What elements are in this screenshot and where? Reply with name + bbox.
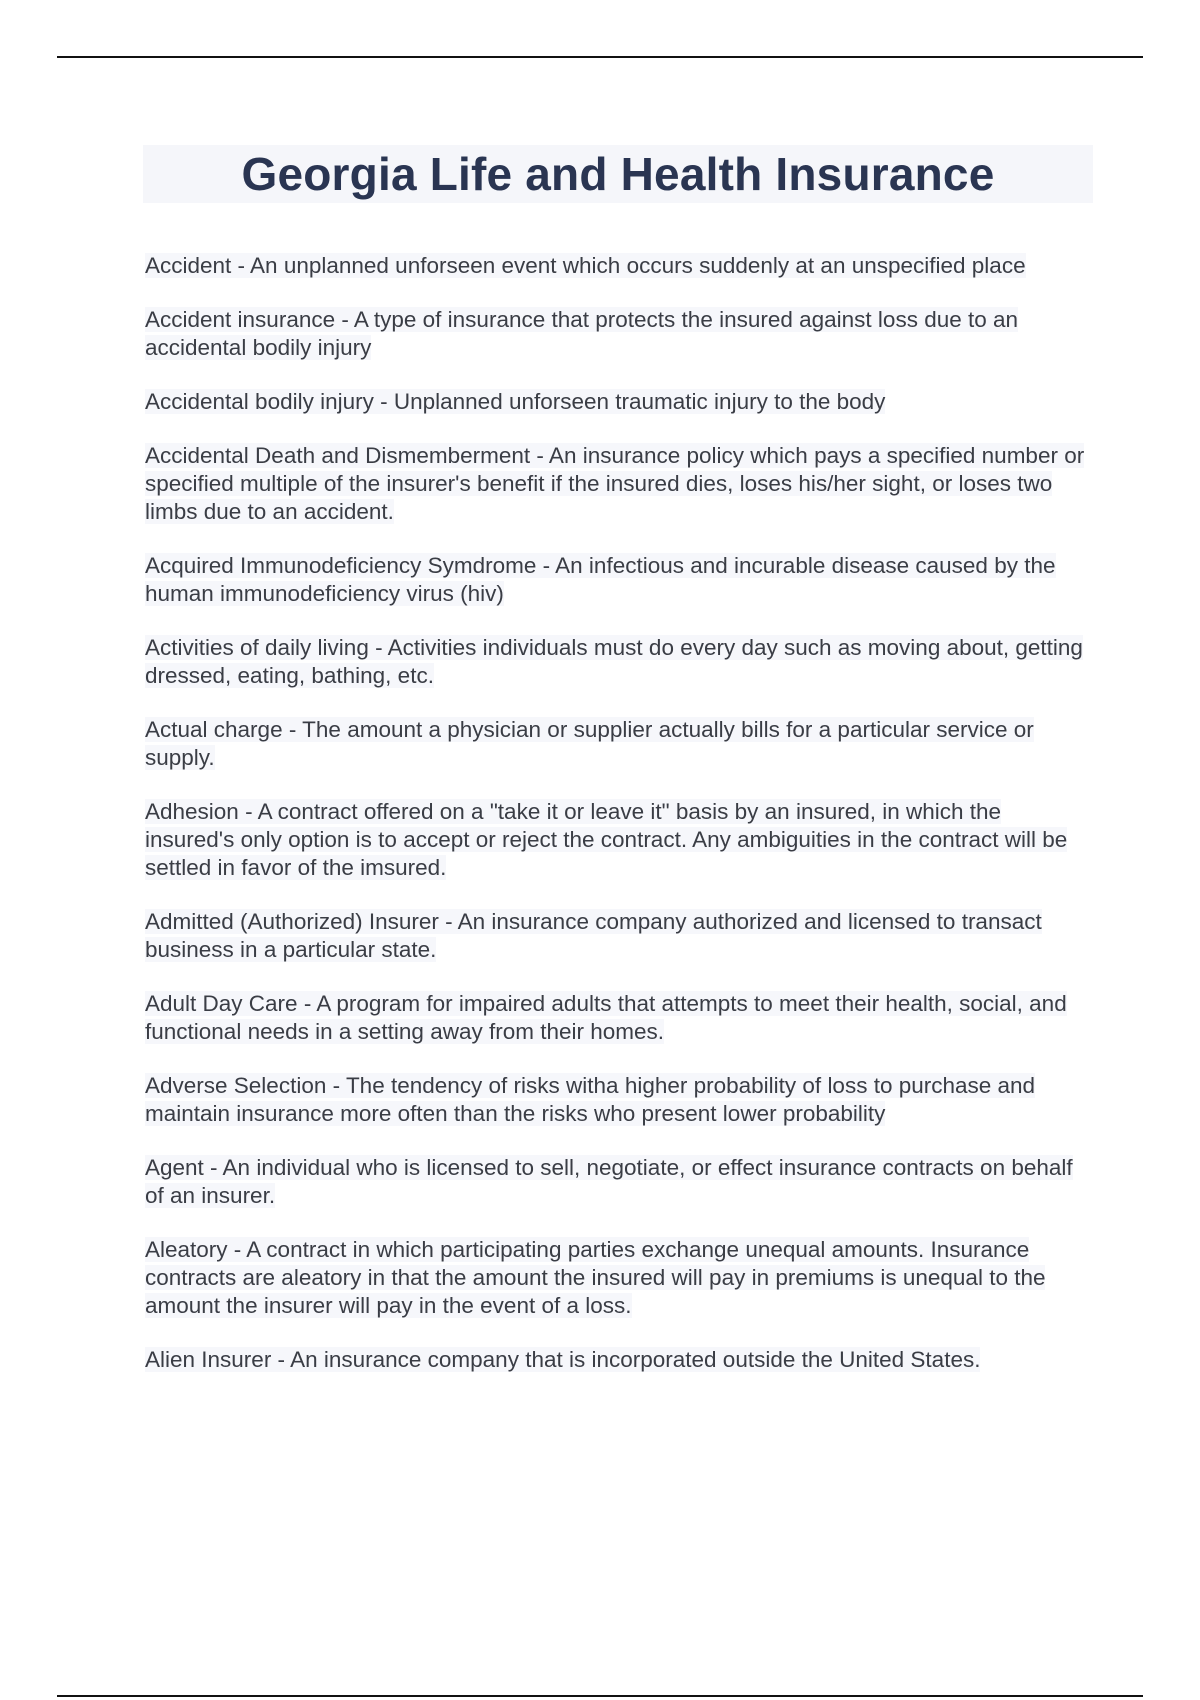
glossary-entry-text: Adhesion - A contract offered on a "take it or leave it" basis by an insured, in which the insured's only option is to accept or reject the contract. Any ambiguities in the contract will be settled in favor of the imsured. [145, 799, 1068, 880]
glossary-entry-text: Accidental Death and Dismemberment - An insurance policy which pays a specified number or specified multiple of the insurer's benefit if the insured dies, loses his/her sight, or loses two limbs due to an accident. [145, 443, 1085, 524]
header-rule [57, 56, 1143, 58]
glossary-entry-text: Accidental bodily injury - Unplanned unforseen traumatic injury to the body [145, 389, 886, 414]
glossary-entry [145, 1346, 1090, 1374]
glossary-entry-text: Admitted (Authorized) Insurer - An insurance company authorized and licensed to transact business in a particular state. [145, 909, 1042, 962]
glossary-entry [145, 1236, 1090, 1320]
glossary-entry-text: Adult Day Care - A program for impaired adults that attempts to meet their health, social, and functional needs in a setting away from their homes. [145, 991, 1067, 1044]
glossary-list [145, 252, 1090, 1400]
glossary-entry [145, 306, 1090, 362]
glossary-entry-text: Acquired Immunodeficiency Symdrome - An infectious and incurable disease caused by the human immunodeficiency virus (hiv) [145, 553, 1056, 606]
footer-rule [57, 1695, 1143, 1697]
glossary-entry [145, 634, 1090, 690]
glossary-entry [145, 908, 1090, 964]
glossary-entry [145, 990, 1090, 1046]
glossary-entry [145, 1154, 1090, 1210]
glossary-entry-text: Aleatory - A contract in which participating parties exchange unequal amounts. Insurance contracts are aleatory in that the amount the insured will pay in premiums is unequal to the amount the insurer will pay in the event of a loss. [145, 1237, 1046, 1318]
glossary-entry [145, 1072, 1090, 1128]
glossary-entry [145, 798, 1090, 882]
page-title: Georgia Life and Health Insurance [241, 148, 995, 200]
glossary-entry [145, 442, 1090, 526]
title-banner [143, 145, 1093, 203]
glossary-entry-text: Agent - An individual who is licensed to sell, negotiate, or effect insurance contracts on behalf of an insurer. [145, 1155, 1073, 1208]
glossary-entry-text: Accident insurance - A type of insurance that protects the insured against loss due to an accidental bodily injury [145, 307, 1019, 360]
glossary-entry-text: Accident - An unplanned unforseen event which occurs suddenly at an unspecified place [145, 253, 1026, 278]
glossary-entry [145, 252, 1090, 280]
glossary-entry-text: Adverse Selection - The tendency of risks witha higher probability of loss to purchase and maintain insurance more often than the risks who present lower probability [145, 1073, 1036, 1126]
glossary-entry [145, 552, 1090, 608]
glossary-entry [145, 388, 1090, 416]
glossary-entry-text: Actual charge - The amount a physician or supplier actually bills for a particular service or supply. [145, 717, 1034, 770]
glossary-entry [145, 716, 1090, 772]
glossary-entry-text: Activities of daily living - Activities individuals must do every day such as moving about, getting dressed, eating, bathing, etc. [145, 635, 1083, 688]
glossary-entry-text: Alien Insurer - An insurance company that is incorporated outside the United States. [145, 1347, 981, 1372]
